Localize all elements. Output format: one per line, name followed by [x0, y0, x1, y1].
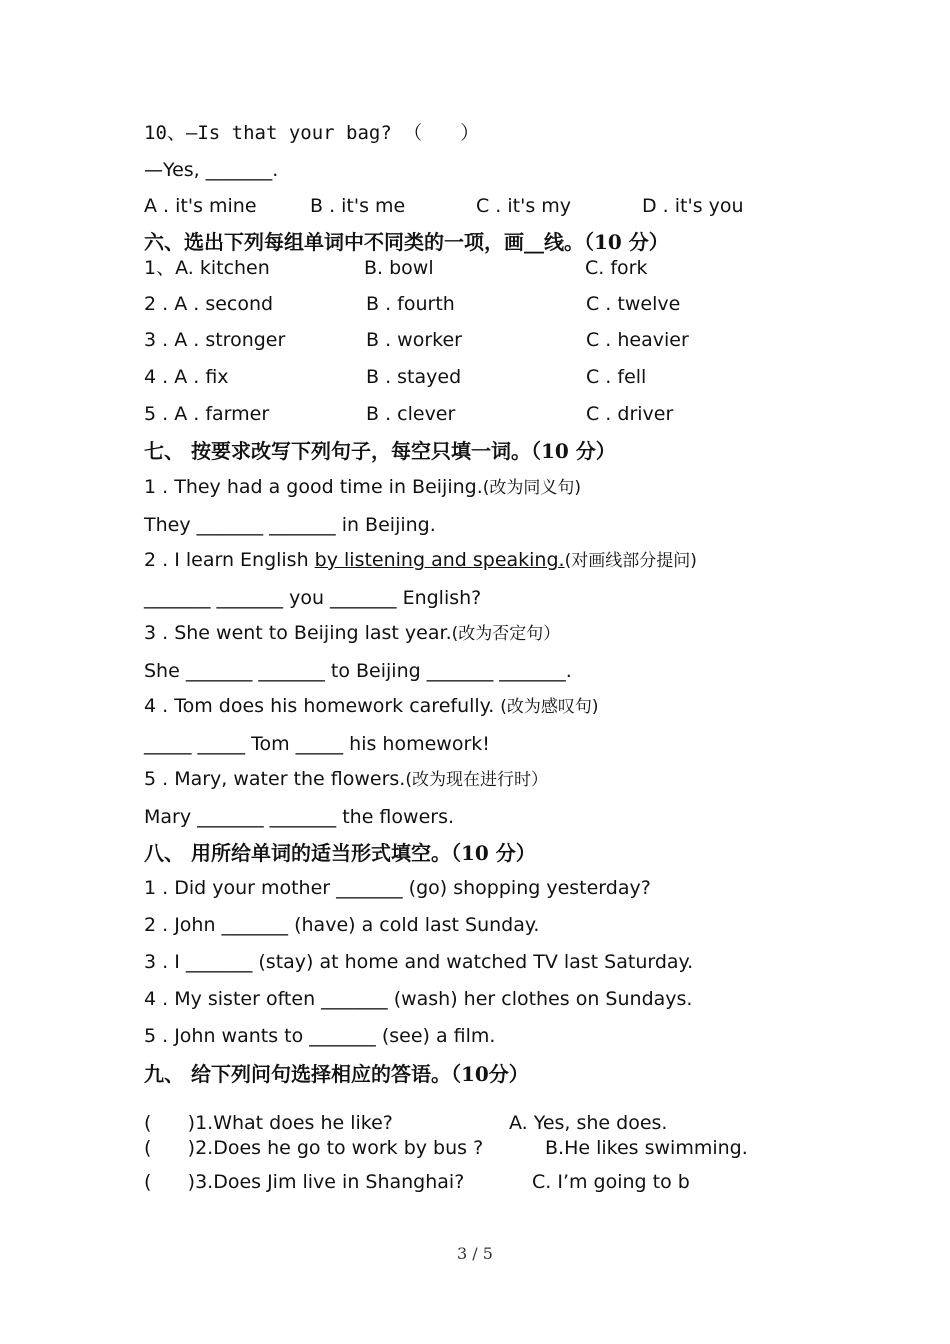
s8-item-3: 3 . I _______ (stay) at home and watched TV last Saturday.: [144, 951, 694, 973]
s6-row2-c: C . twelve: [586, 293, 681, 315]
section6-heading: 六、选出下列每组单词中不同类的一项，画__线。（10 分）: [144, 230, 669, 254]
q10-question: 10、—Is that your bag? （ ）: [144, 122, 480, 144]
s7-q5: [144, 767, 548, 792]
s6-row4-b: B . stayed: [366, 366, 462, 388]
s8-item-1: 1 . Did your mother _______ (go) shopping yesterday?: [144, 877, 651, 899]
s7-a1: They _______ _______ in Beijing.: [144, 514, 436, 536]
section8-heading: 八、 用所给单词的适当形式填空。（10 分）: [144, 841, 536, 865]
s9-a3: C. I’m going to b: [532, 1171, 690, 1193]
q10-answer-line: —Yes, _______.: [144, 159, 279, 181]
q10-option-c: C . it's my: [476, 195, 572, 217]
section7-heading: 七、 按要求改写下列句子，每空只填一词。（10 分）: [144, 439, 616, 463]
q10-option-d: D . it's you: [642, 195, 744, 217]
page-number: 3 / 5: [457, 1244, 493, 1263]
s7-a5: Mary _______ _______ the flowers.: [144, 806, 455, 828]
s7-q2: [144, 548, 697, 573]
s7-q3-text: 3 . She went to Beijing last year.: [144, 622, 452, 644]
s6-row5-b: B . clever: [366, 403, 456, 425]
s7-q4-note: (改为感叹句): [500, 697, 599, 717]
q10-option-a: A . it's mine: [144, 195, 257, 217]
s7-q2-underlined: by listening and speaking.: [314, 549, 565, 571]
s8-item-4: 4 . My sister often _______ (wash) her clothes on Sundays.: [144, 988, 693, 1010]
s7-q5-text: 5 . Mary, water the flowers.: [144, 768, 406, 790]
s6-row2-b: B . fourth: [366, 293, 455, 315]
s6-row5-a: 5 . A . farmer: [144, 403, 270, 425]
s9-a1: A. Yes, she does.: [509, 1112, 668, 1134]
s6-row4-c: C . fell: [586, 366, 647, 388]
s6-row5-c: C . driver: [586, 403, 674, 425]
s6-row3-a: 3 . A . stronger: [144, 329, 286, 351]
s6-row1-a: 1、A. kitchen: [144, 257, 270, 279]
s9-q1: ( )1.What does he like?: [144, 1112, 393, 1134]
s7-q3: [144, 621, 560, 646]
s6-row2-a: 2 . A . second: [144, 293, 274, 315]
s7-q3-note: (改为否定句）: [451, 624, 561, 644]
s6-row1-c: C. fork: [585, 257, 648, 279]
s7-q2-text: 2 . I learn English: [144, 549, 315, 571]
s9-q2: ( )2.Does he go to work by bus ?: [144, 1137, 484, 1159]
s7-q4: [144, 694, 599, 719]
s7-q1-note: (改为同义句): [482, 478, 581, 498]
s9-a2: B.He likes swimming.: [545, 1137, 748, 1159]
section9-heading: 九、 给下列问句选择相应的答语。（10分）: [144, 1062, 529, 1086]
s6-row4-a: 4 . A . fix: [144, 366, 229, 388]
s7-q1-text: 1 . They had a good time in Beijing.: [144, 476, 483, 498]
s7-q1: [144, 475, 581, 500]
s6-row1-b: B. bowl: [364, 257, 434, 279]
s7-a4: _____ _____ Tom _____ his homework!: [144, 733, 490, 755]
s7-a3: She _______ _______ to Beijing _______ _______.: [144, 660, 572, 682]
s8-item-2: 2 . John _______ (have) a cold last Sunday.: [144, 914, 540, 936]
s7-a2: _______ _______ you _______ English?: [144, 587, 482, 609]
s6-row3-b: B . worker: [366, 329, 462, 351]
s7-q2-note: (对画线部分提问): [564, 551, 697, 571]
s9-q3: ( )3.Does Jim live in Shanghai?: [144, 1171, 465, 1193]
q10-option-b: B . it's me: [310, 195, 406, 217]
s8-item-5: 5 . John wants to _______ (see) a film.: [144, 1025, 496, 1047]
s7-q5-note: (改为现在进行时）: [405, 770, 548, 790]
s6-row3-c: C . heavier: [586, 329, 689, 351]
s7-q4-text: 4 . Tom does his homework carefully.: [144, 695, 501, 717]
